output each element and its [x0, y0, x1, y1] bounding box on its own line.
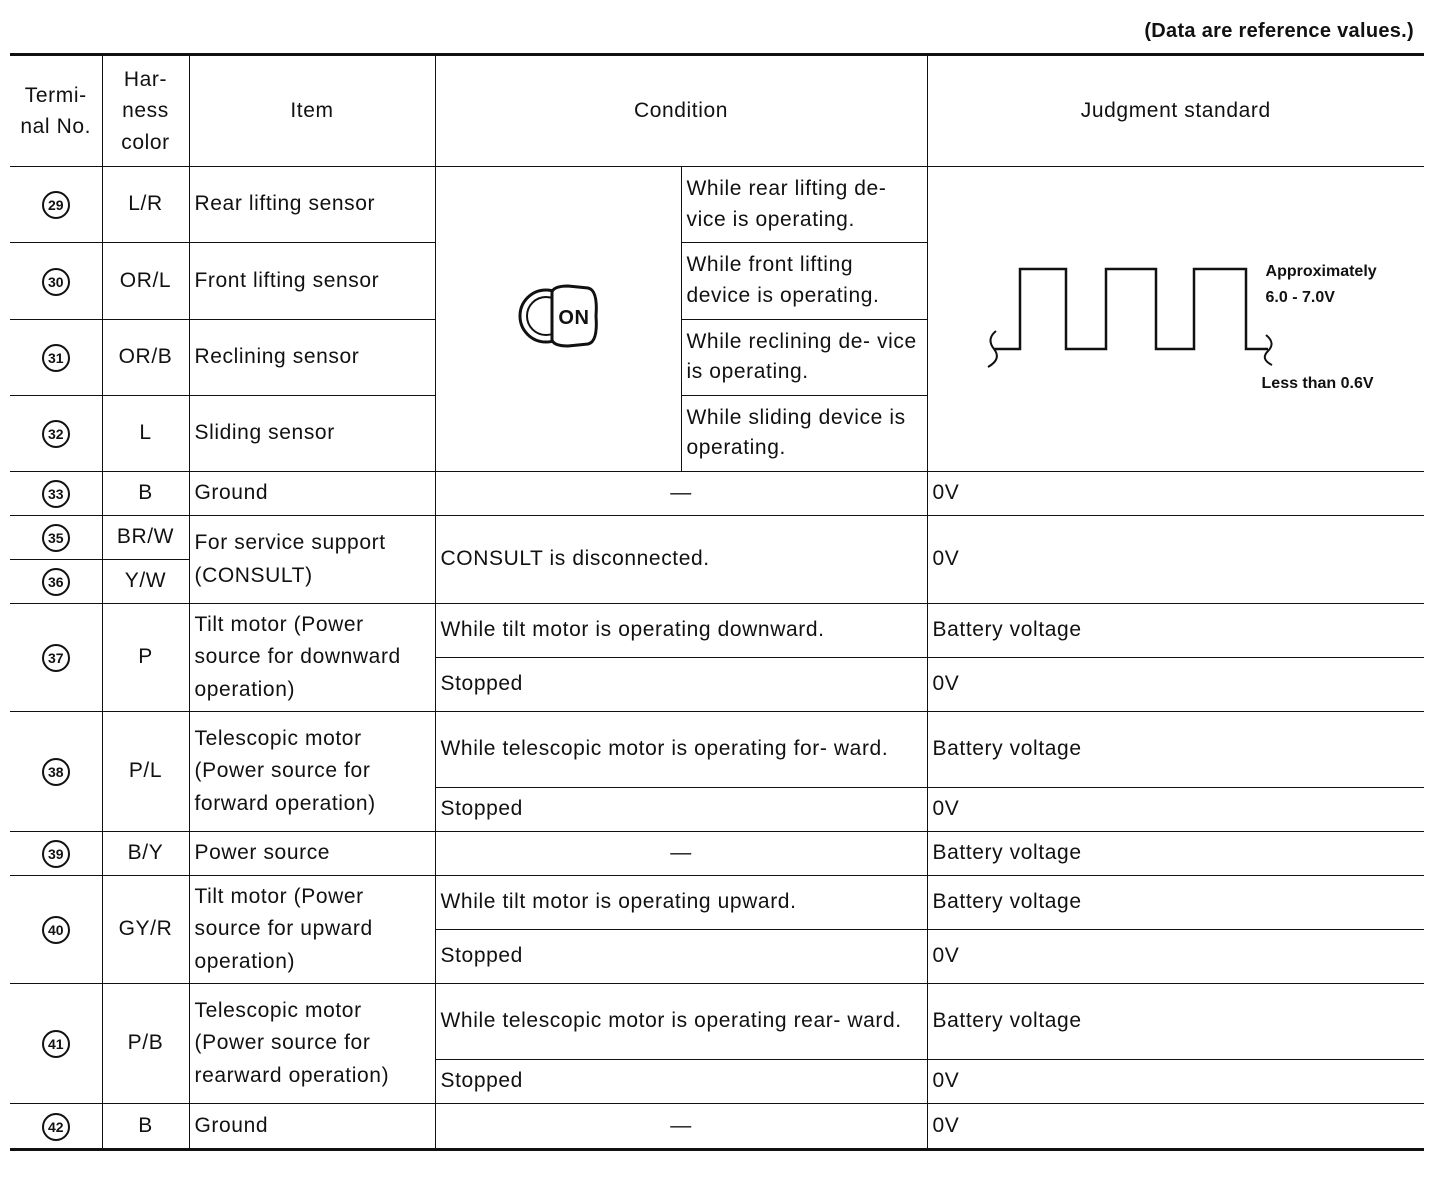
judgment-value: 0V — [927, 1104, 1424, 1150]
high-voltage-range: 6.0 - 7.0V — [1265, 288, 1335, 306]
header-condition: Condition — [435, 55, 927, 167]
terminal-number: 31 — [42, 344, 70, 372]
item-name: Ground — [189, 472, 435, 516]
harness-color: B — [102, 1104, 189, 1150]
terminal-number: 37 — [42, 644, 70, 672]
condition-text: While sliding device is operating. — [681, 395, 927, 471]
condition-dash: — — [435, 1104, 927, 1150]
judgment-value: Battery voltage — [927, 876, 1424, 930]
condition-text: While telescopic motor is operating rear- ward. — [435, 984, 927, 1060]
condition-text: While telescopic motor is operating for- ward. — [435, 712, 927, 788]
header-judgment: Judgment standard — [927, 55, 1424, 167]
judgment-value: Battery voltage — [927, 712, 1424, 788]
header-row — [10, 55, 1424, 167]
item-name: Telescopic motor (Power source for rearward operation) — [189, 984, 435, 1104]
harness-color: OR/B — [102, 319, 189, 395]
item-name: Ground — [189, 1104, 435, 1150]
harness-color: P — [102, 604, 189, 712]
harness-color: OR/L — [102, 243, 189, 319]
condition-text: While front lifting device is operating. — [681, 243, 927, 319]
condition-text: While tilt motor is operating downward. — [435, 604, 927, 658]
item-name: Tilt motor (Power source for upward operation) — [189, 876, 435, 984]
header-harness: Har- ness color — [102, 55, 189, 167]
terminal-number: 36 — [42, 568, 70, 596]
condition-text: While rear lifting de- vice is operating. — [681, 167, 927, 243]
terminal-table — [10, 53, 1424, 1151]
judgment-value: 0V — [927, 472, 1424, 516]
terminal-number: 29 — [42, 191, 70, 219]
waveform-cell — [927, 167, 1424, 472]
item-name: Power source — [189, 832, 435, 876]
ignition-key-cell — [435, 167, 681, 472]
table-row — [10, 832, 1424, 876]
table-row — [10, 1104, 1424, 1150]
low-voltage-label: Less than 0.6V — [1261, 375, 1374, 392]
high-voltage-label: Approximately — [1265, 263, 1377, 280]
item-name: For service support (CONSULT) — [189, 516, 435, 604]
condition-text: Stopped — [435, 1060, 927, 1104]
ignition-key-on-icon — [508, 264, 608, 364]
judgment-value: 0V — [927, 1060, 1424, 1104]
table-row — [10, 167, 1424, 243]
item-name: Rear lifting sensor — [189, 167, 435, 243]
harness-color: P/B — [102, 984, 189, 1104]
item-name: Tilt motor (Power source for downward operation) — [189, 604, 435, 712]
condition-text: While tilt motor is operating upward. — [435, 876, 927, 930]
harness-color: L/R — [102, 167, 189, 243]
terminal-number: 41 — [42, 1030, 70, 1058]
judgment-value: 0V — [927, 930, 1424, 984]
harness-color: P/L — [102, 712, 189, 832]
condition-dash: — — [435, 832, 927, 876]
terminal-number: 35 — [42, 524, 70, 552]
reference-note: (Data are reference values.) — [1144, 20, 1414, 42]
table-row — [10, 876, 1424, 930]
judgment-value: Battery voltage — [927, 604, 1424, 658]
judgment-value: 0V — [927, 516, 1424, 604]
condition-text: While reclining de- vice is operating. — [681, 319, 927, 395]
judgment-value: Battery voltage — [927, 984, 1424, 1060]
pulse-waveform — [928, 167, 1422, 471]
table-row — [10, 604, 1424, 658]
key-on-label: ON — [558, 306, 590, 329]
harness-color: GY/R — [102, 876, 189, 984]
condition-text: CONSULT is disconnected. — [435, 516, 927, 604]
harness-color: BR/W — [102, 516, 189, 560]
item-name: Telescopic motor (Power source for forward operation) — [189, 712, 435, 832]
judgment-value: Battery voltage — [927, 832, 1424, 876]
table-row — [10, 516, 1424, 560]
item-name: Reclining sensor — [189, 319, 435, 395]
terminal-number: 39 — [42, 840, 70, 868]
condition-text: Stopped — [435, 658, 927, 712]
header-terminal: Termi- nal No. — [10, 55, 102, 167]
header-item: Item — [189, 55, 435, 167]
harness-color: B/Y — [102, 832, 189, 876]
harness-color: Y/W — [102, 560, 189, 604]
condition-text: Stopped — [435, 788, 927, 832]
condition-dash: — — [435, 472, 927, 516]
terminal-number: 42 — [42, 1113, 70, 1141]
judgment-value: 0V — [927, 788, 1424, 832]
item-name: Front lifting sensor — [189, 243, 435, 319]
judgment-value: 0V — [927, 658, 1424, 712]
item-name: Sliding sensor — [189, 395, 435, 471]
harness-color: B — [102, 472, 189, 516]
table-row — [10, 712, 1424, 788]
harness-color: L — [102, 395, 189, 471]
terminal-number: 30 — [42, 268, 70, 296]
table-row — [10, 472, 1424, 516]
terminal-number: 33 — [42, 480, 70, 508]
terminal-number: 40 — [42, 916, 70, 944]
terminal-number: 38 — [42, 758, 70, 786]
condition-text: Stopped — [435, 930, 927, 984]
terminal-number: 32 — [42, 420, 70, 448]
table-row — [10, 984, 1424, 1060]
